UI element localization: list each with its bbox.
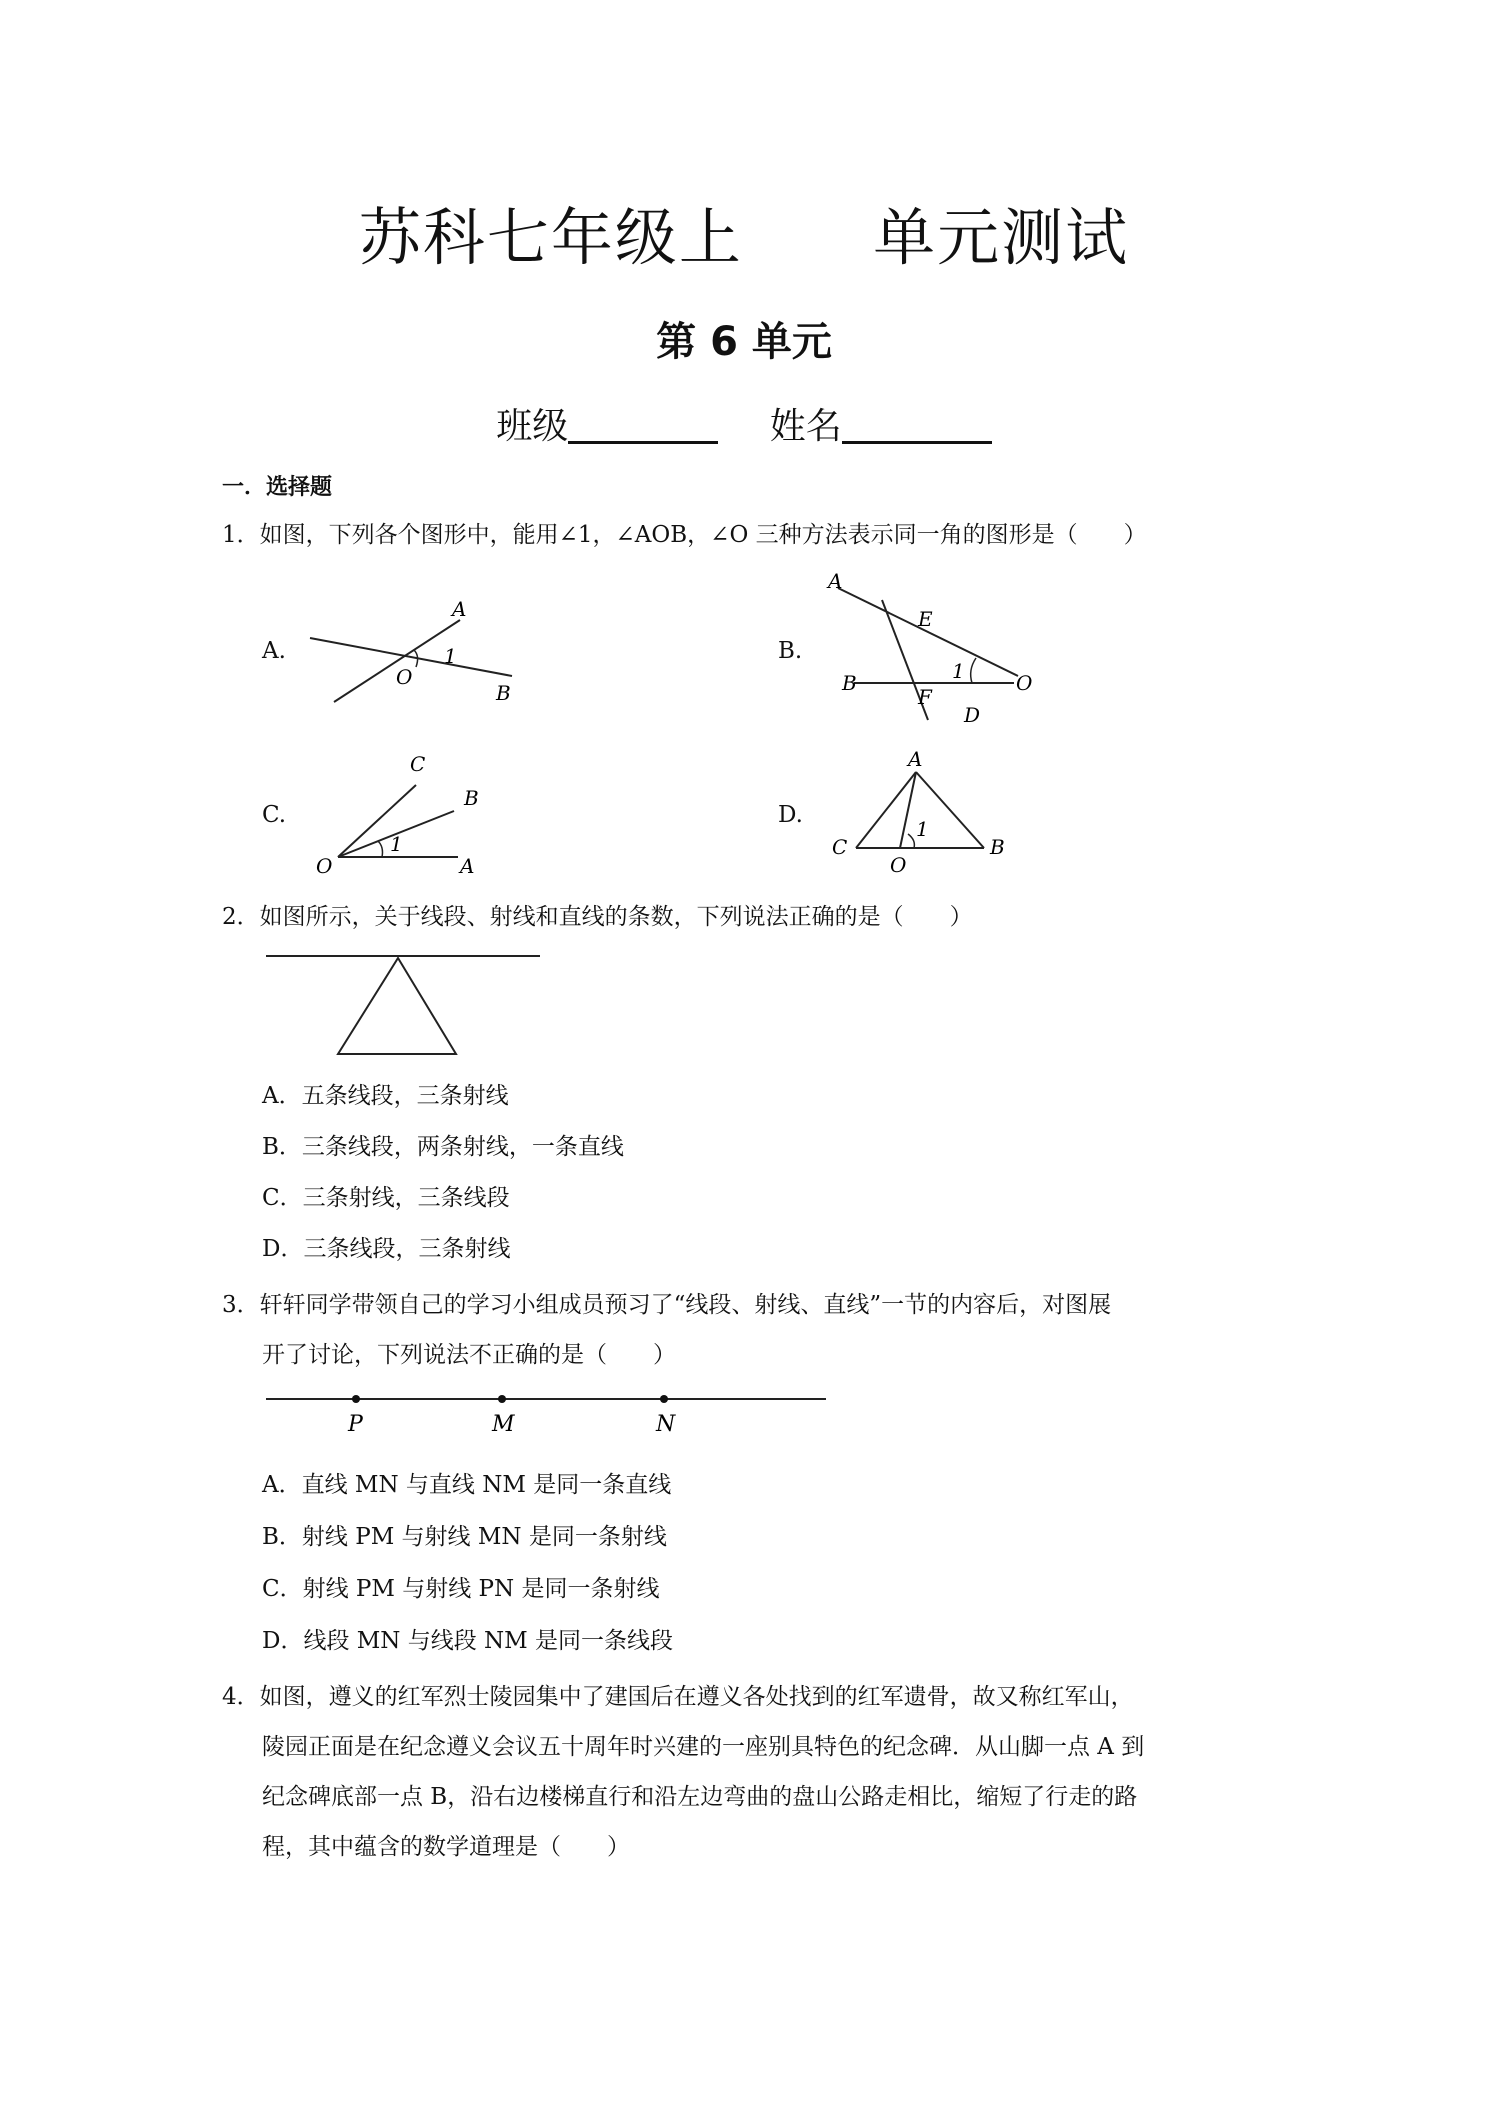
q3-label-p: P xyxy=(348,1412,363,1437)
q1b-label-a: A xyxy=(828,570,843,593)
q1a-label-a: A xyxy=(452,597,467,621)
question-3-stem-line-1: 3．轩轩同学带领自己的学习小组成员预习了“线段、射线、直线”一节的内容后，对图展 xyxy=(222,1292,1112,1318)
q1c-label-a: A xyxy=(460,854,475,878)
page-title: 苏科七年级上 单元测试 xyxy=(358,201,1130,274)
question-4-stem-line-2: 陵园正面是在纪念遵义会议五十周年时兴建的一座别具特色的纪念碑．从山脚一点 A 到 xyxy=(262,1734,1145,1760)
q1a-label-1: 1 xyxy=(444,644,457,668)
name-blank xyxy=(842,407,992,444)
q1-option-c-label: C. xyxy=(262,802,287,828)
q3-figure xyxy=(264,1385,829,1445)
question-1-stem: 1．如图，下列各个图形中，能用∠1，∠AOB，∠O 三种方法表示同一角的图形是（ ） xyxy=(222,522,1147,548)
q3-option-b: B．射线 PM 与射线 MN 是同一条射线 xyxy=(262,1524,667,1550)
q3-label-n: N xyxy=(656,1412,676,1437)
q1c-label-b: B xyxy=(464,786,479,810)
q2-option-b: B．三条线段，两条射线，一条直线 xyxy=(262,1134,624,1160)
class-blank xyxy=(568,407,718,444)
q1-figure-a xyxy=(304,590,524,715)
q2-option-c: C．三条射线，三条线段 xyxy=(262,1185,510,1211)
name-label: 姓名 xyxy=(769,406,842,447)
q3-option-a: A．直线 MN 与直线 NM 是同一条直线 xyxy=(262,1472,672,1498)
q1b-label-f: F xyxy=(918,685,932,709)
class-name-line xyxy=(0,398,1488,449)
q1a-label-b: B xyxy=(496,681,511,705)
class-label: 班级 xyxy=(496,406,569,447)
q1-option-d-label: D. xyxy=(778,802,803,828)
q2-figure xyxy=(264,950,544,1060)
q1b-label-d: D xyxy=(964,703,981,727)
q1d-label-b: B xyxy=(990,835,1005,859)
q1c-label-o: O xyxy=(316,854,333,878)
q2-option-d: D．三条线段，三条射线 xyxy=(262,1236,511,1262)
q1d-label-c: C xyxy=(832,835,848,859)
question-3-stem-line-2: 开了讨论，下列说法不正确的是（ ） xyxy=(262,1342,676,1368)
q1c-label-c: C xyxy=(410,752,426,776)
q3-label-m: M xyxy=(492,1412,515,1437)
unit-subtitle: 第 6 单元 xyxy=(656,319,832,365)
q1-figure-c xyxy=(304,745,494,880)
q1-figure-d xyxy=(820,748,1020,878)
question-4-stem-line-3: 纪念碑底部一点 B，沿右边楼梯直行和沿左边弯曲的盘山公路走相比，缩短了行走的路 xyxy=(262,1784,1138,1810)
q1b-label-b: B xyxy=(842,671,857,695)
q1b-label-1: 1 xyxy=(952,659,965,683)
q2-option-a: A．五条线段，三条射线 xyxy=(262,1083,509,1109)
q1d-label-o: O xyxy=(890,853,907,877)
q1-figure-b xyxy=(820,570,1045,730)
q1d-label-1: 1 xyxy=(916,817,929,841)
question-2-stem: 2．如图所示，关于线段、射线和直线的条数，下列说法正确的是（ ） xyxy=(222,904,973,930)
q1b-label-o: O xyxy=(1016,671,1033,695)
q1a-label-o: O xyxy=(396,665,413,689)
q1c-label-1: 1 xyxy=(390,832,403,856)
question-4-stem-line-4: 程，其中蕴含的数学道理是（ ） xyxy=(262,1834,630,1860)
q1-option-a-label: A. xyxy=(262,638,286,664)
q1d-label-a: A xyxy=(908,748,923,771)
section-heading: 一．选择题 xyxy=(222,475,333,500)
q3-option-c: C．射线 PM 与射线 PN 是同一条射线 xyxy=(262,1576,660,1602)
q3-option-d: D．线段 MN 与线段 NM 是同一条线段 xyxy=(262,1628,674,1654)
question-4-stem-line-1: 4．如图，遵义的红军烈士陵园集中了建国后在遵义各处找到的红军遗骨，故又称红军山， xyxy=(222,1684,1134,1710)
q1-option-b-label: B. xyxy=(778,638,803,664)
q1b-label-e: E xyxy=(918,607,933,631)
